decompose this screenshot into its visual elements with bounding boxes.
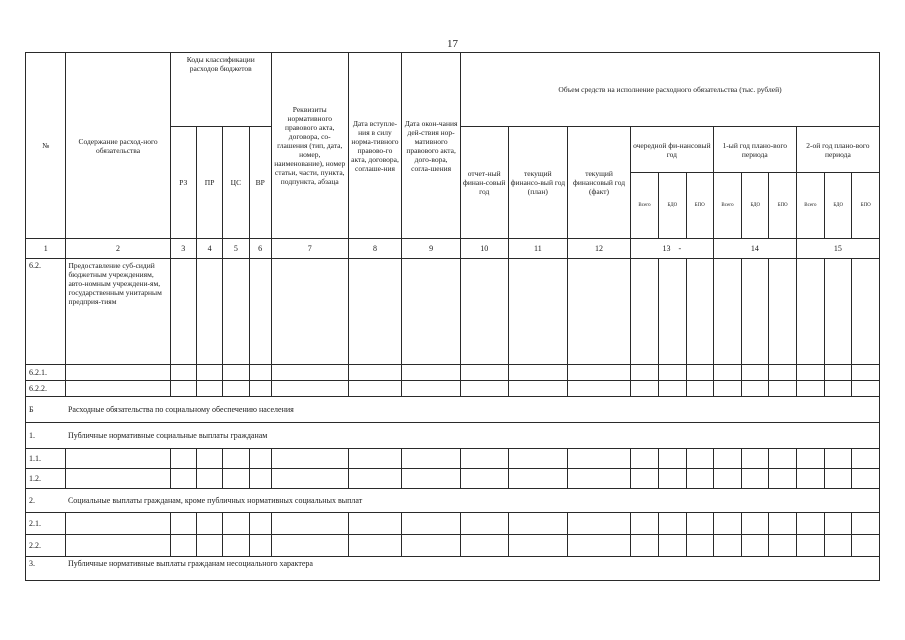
header-vr: ВР [249,127,271,239]
section-number: 1. [26,423,66,449]
header-current-plan: текущий финансо-вый год (план) [508,127,568,239]
sub-bpo: БПО [769,173,796,239]
section-title: Социальные выплаты гражданам, кроме публичных нормативных социальных выплат [66,489,880,513]
header-cs: ЦС [223,127,249,239]
table-row [26,365,880,381]
table-row [26,513,880,535]
header-plan-year-2: 2-ой год плано-вого периода [796,127,879,173]
header-volume-group: Объем средств на исполнение расходного обязательства (тыс. рублей) [460,53,879,127]
page-number: 17 [447,38,458,50]
section-title: Публичные нормативные социальные выплаты гражданам [66,423,880,449]
column-number: 10 [460,239,508,259]
sub-bpo: БПО [852,173,880,239]
column-number: 8 [348,239,402,259]
header-plan-year-1: 1-ый год плано-вого периода [713,127,796,173]
section-row [26,397,880,423]
column-number: 12 [568,239,631,259]
row-number: 2.2. [26,535,66,557]
table-row [26,469,880,489]
table-row [26,381,880,397]
sub-bdo: БДО [742,173,769,239]
row-number: 1.2. [26,469,66,489]
column-number: 1 [26,239,66,259]
table-row [26,535,880,557]
row-number: 6.2.1. [26,365,66,381]
section-number: Б [26,397,66,423]
expenditure-register-table [25,52,880,581]
header-requisites: Реквизиты нормативного правового акта, договора, со-глашения (тип, дата, номер, наименование), номер статьи, части, пункта, подпункта, абзаца [271,53,348,239]
header-report-year: отчет-ный финан-совый год [460,127,508,239]
column-number: 14 [713,239,796,259]
column-mark-dash: - [678,243,682,253]
sub-total: Всего [796,173,824,239]
sub-total: Всего [630,173,658,239]
table-row [26,259,880,365]
column-number: 6 [249,239,271,259]
sub-bdo: БДО [825,173,852,239]
header-date-end: Дата окон-чания дей-ствия нор-мативного правового акта, дого-вора, согла-шения [402,53,461,239]
header-no: № [26,53,66,239]
column-number: 7 [271,239,348,259]
column-number: 5 [223,239,249,259]
column-number: 3 [170,239,196,259]
section-row [26,423,880,449]
column-number: 4 [196,239,222,259]
header-rz: РЗ [170,127,196,239]
header-current-fact: текущий финансовый год (факт) [568,127,631,239]
row-content: Предоставление суб-сидий бюджетным учреждениям, авто-номным учреждени-ям, государственным унитарным предприя-тиям [66,259,170,365]
section-row [26,489,880,513]
row-number: 2.1. [26,513,66,535]
column-number: 2 [66,239,170,259]
sub-total: Всего [713,173,741,239]
header-date-in-force: Дата вступле-ния в силу норма-тивного правово-го акта, договора, соглаше-ния [348,53,402,239]
header-codes-group: Коды классификации расходов бюджетов [170,53,271,127]
header-next-year: очередной фи-нансовый год [630,127,713,173]
section-row [26,557,880,581]
row-number: 1.1. [26,449,66,469]
sub-bdo: БДО [659,173,686,239]
section-number: 3. [26,557,66,581]
header-content: Содержание расход-ного обязательства [66,53,170,239]
column-number: 11 [508,239,568,259]
row-number: 6.2.2. [26,381,66,397]
sub-bpo: БПО [686,173,713,239]
table-row [26,449,880,469]
row-number: 6.2. [26,259,66,365]
header-pr: ПР [196,127,222,239]
column-number: 15 [796,239,879,259]
section-number: 2. [26,489,66,513]
section-title: Расходные обязательства по социальному обеспечению населения [66,397,880,423]
column-number-13 [630,239,713,259]
section-title: Публичные нормативные выплаты гражданам несоциального характера [66,557,880,581]
column-number: 13 [662,243,671,253]
column-number: 9 [402,239,461,259]
